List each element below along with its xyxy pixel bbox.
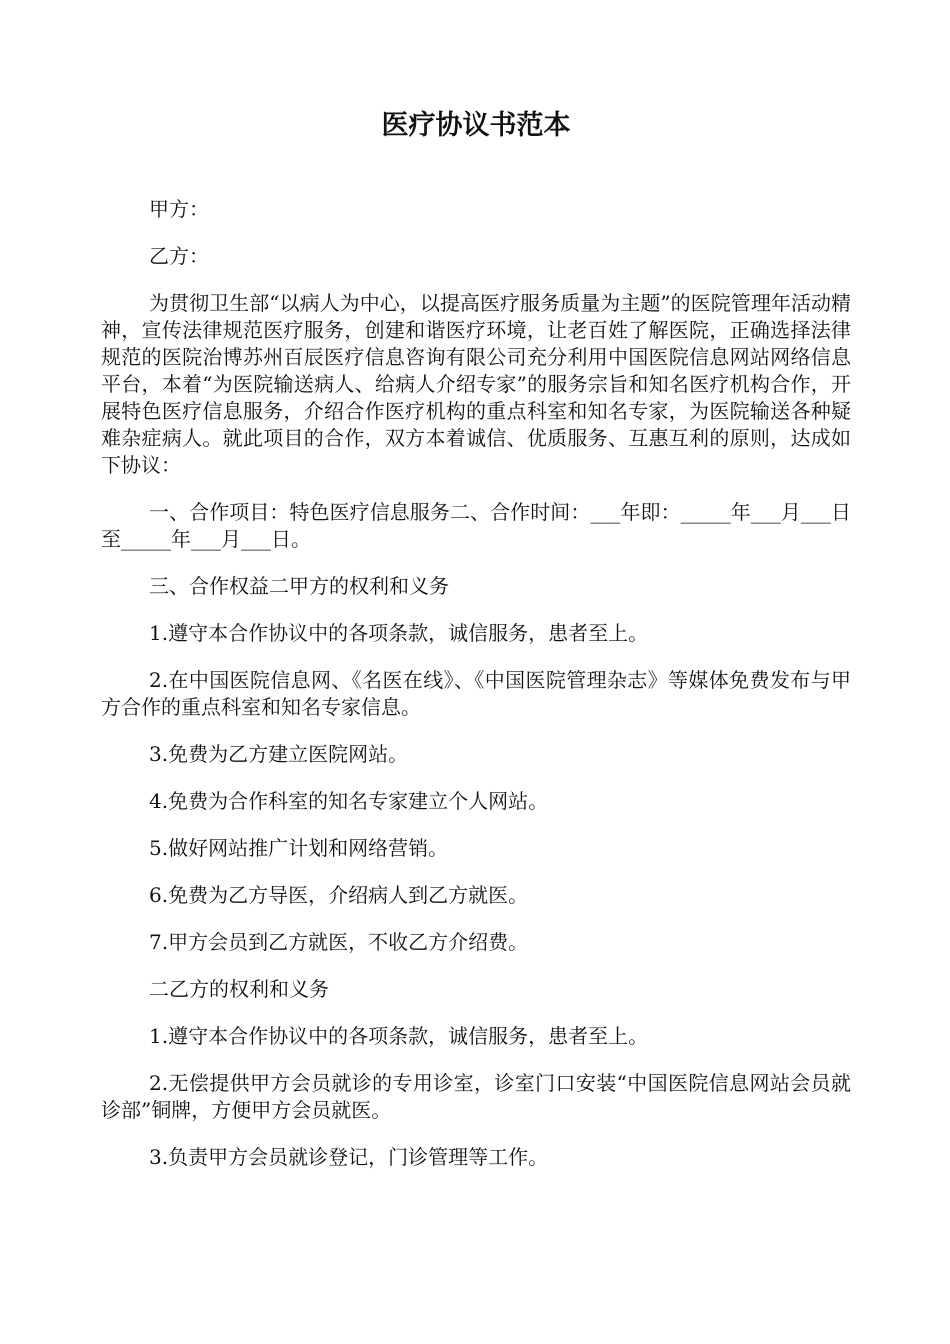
section-heading-party-a: 三、合作权益二甲方的权利和义务	[149, 574, 449, 598]
section-heading-party-b: 二乙方的权利和义务	[149, 977, 329, 1001]
party-a-clause-1: 1.遵守本合作协议中的各项条款，诚信服务，患者至上。	[149, 621, 649, 645]
party-a-clause-2: 2.在中国医院信息网、《名医在线》、《中国医院管理杂志》等媒体免费发布与甲方合作的重点科室和知名专家信息。	[101, 668, 851, 719]
party-b-clause-3: 3.负责甲方会员就诊登记，门诊管理等工作。	[149, 1145, 549, 1169]
party-b-line: 乙方：	[149, 244, 209, 268]
document-body	[101, 196, 851, 1191]
party-a-clause-5: 5.做好网站推广计划和网络营销。	[149, 836, 449, 860]
cooperation-item-paragraph: 一、合作项目：特色医疗信息服务二、合作时间：___年即：_____年___月___日至_____年___月___日。	[101, 500, 851, 551]
party-a-clause-7: 7.甲方会员到乙方就医，不收乙方介绍费。	[149, 930, 529, 954]
party-b-clause-2: 2.无偿提供甲方会员就诊的专用诊室，诊室门口安装“中国医院信息网站会员就诊部”铜牌，方便甲方会员就医。	[101, 1071, 851, 1122]
party-b-clause-1: 1.遵守本合作协议中的各项条款，诚信服务，患者至上。	[149, 1024, 649, 1048]
party-a-line: 甲方：	[149, 197, 209, 221]
party-a-clause-4: 4.免费为合作科室的知名专家建立个人网站。	[149, 789, 549, 813]
party-a-clause-3: 3.免费为乙方建立医院网站。	[149, 742, 409, 766]
document-title: 医疗协议书范本	[381, 110, 571, 141]
party-a-clause-6: 6.免费为乙方导医，介绍病人到乙方就医。	[149, 883, 529, 907]
preamble-paragraph: 为贯彻卫生部“以病人为中心，以提高医疗服务质量为主题”的医院管理年活动精神，宣传法律规范医疗服务，创建和谐医疗环境，让老百姓了解医院，正确选择法律规范的医院治博苏州百辰医疗信息咨询有限公司充分利用中国医院信息网站网络信息平台，本着“为医院输送病人、给病人介绍专家”的服务宗旨和知名医疗机构合作，开展特色医疗信息服务，介绍合作医疗机构的重点科室和知名专家，为医院输送各种疑难杂症病人。就此项目的合作，双方本着诚信、优质服务、互惠互利的原则，达成如下协议：	[101, 291, 851, 477]
